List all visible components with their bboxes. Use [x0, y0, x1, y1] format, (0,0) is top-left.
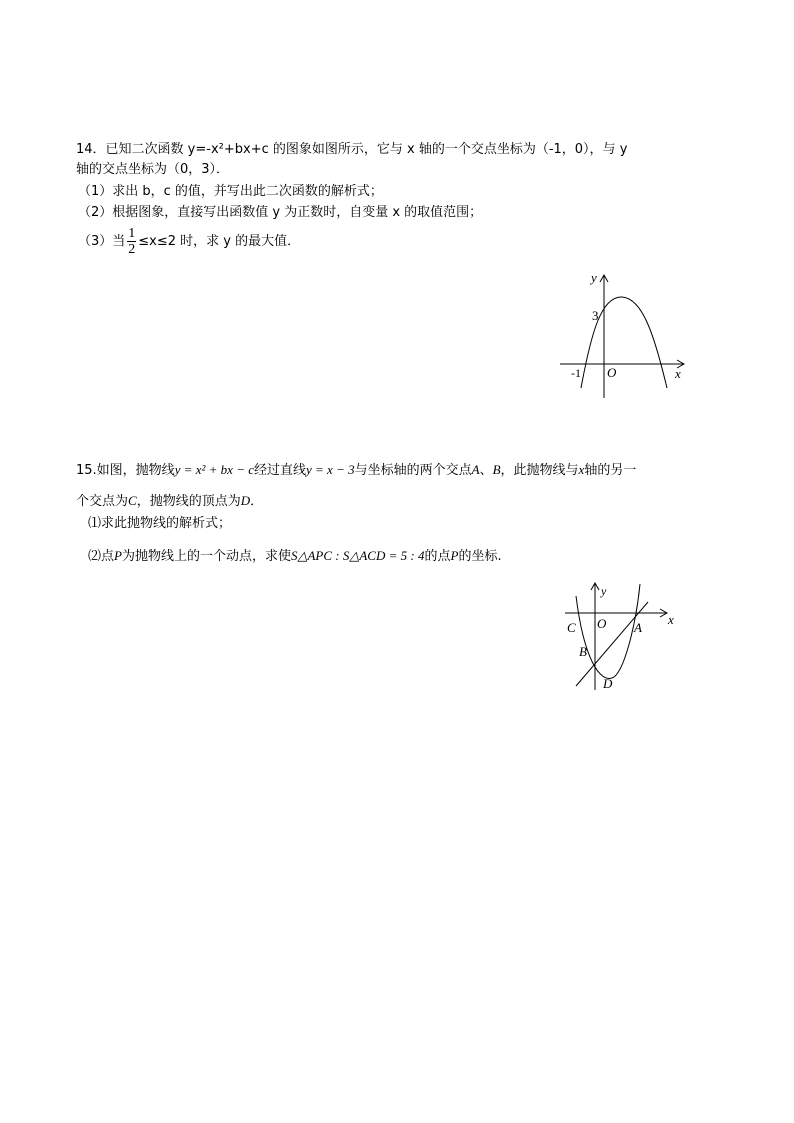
q15-graph: [560, 578, 690, 698]
q15-eq1: y = x² + bx − c: [174, 462, 254, 477]
q15-part2-P2: P: [450, 548, 459, 563]
q14-y-label: y: [591, 270, 597, 285]
q14-three-label: 3: [592, 308, 599, 323]
q15-A-label: A: [634, 620, 642, 635]
q14-part3-suffix: ≤x≤2 时，求 y 的最大值．: [138, 234, 301, 249]
q15-part2-a: ⑵点: [88, 549, 115, 564]
q14-part1: （1）求出 b，c 的值，并写出此二次函数的解析式；: [78, 184, 383, 199]
q14-neg1-label: -1: [571, 366, 581, 380]
q15-line2-c: ．: [250, 494, 264, 509]
q15-line1-a: 15.如图，抛物线: [76, 463, 175, 478]
q15-B-label: B: [579, 644, 587, 659]
q14-x-label: x: [675, 366, 681, 381]
q15-point-C: C: [128, 493, 137, 508]
q15-line2: [76, 493, 263, 510]
q15-part2-b: 为抛物线上的一个动点，求使: [121, 549, 291, 564]
q14-part2: （2）根据图象，直接写出函数值 y 为正数时，自变量 x 的取值范围；: [78, 205, 483, 220]
q15-part2: [88, 548, 502, 565]
q14-line1: 14．已知二次函数 y=-x²+bx+c 的图象如图所示，它与 x 轴的一个交点坐标为（-1，0），与 y: [76, 142, 628, 157]
q15-part2-P: P: [114, 548, 122, 563]
q15-point-A: A: [471, 462, 480, 477]
q14-part3: [78, 226, 300, 258]
q15-part2-d: 的坐标.: [458, 549, 502, 564]
q15-line1-b: 经过直线: [253, 463, 306, 478]
q14-graph: [555, 268, 695, 408]
q15-eq2: y = x − 3: [306, 462, 355, 477]
q15-point-D: D: [240, 493, 251, 508]
q15-x-var: x: [578, 462, 585, 477]
q14-part3-prefix: （3）当: [78, 234, 126, 249]
q15-parabola: [576, 584, 640, 678]
q15-line1-c: 与坐标轴的两个交点: [354, 463, 472, 478]
q14-fraction-num: 1: [128, 226, 136, 241]
q15-line1-d: ，此抛物线与: [500, 463, 579, 478]
q14-fraction: [127, 226, 136, 257]
q15-sep: 、: [479, 463, 493, 478]
q15-D-label: D: [603, 676, 613, 691]
q15-part2-c: 的点: [424, 549, 451, 564]
q14-line2: 轴的交点坐标为（0，3）．: [76, 162, 230, 177]
q15-line2-a: 个交点为: [76, 494, 129, 509]
q15-C-label: C: [567, 620, 576, 635]
q14-fraction-den: 2: [128, 242, 136, 257]
q15-part1: ⑴求此抛物线的解析式；: [88, 516, 232, 531]
q15-O-label: O: [597, 616, 607, 631]
q15-line2-b: ，抛物线的顶点为: [136, 494, 241, 509]
q15-point-B: B: [492, 462, 501, 477]
q15-x-label: x: [668, 612, 674, 627]
q14-origin-label: O: [607, 365, 617, 380]
q15-y-label: y: [601, 584, 607, 598]
q15-ratio: S△APC : S△ACD = 5 : 4: [290, 548, 425, 563]
q15-line1-e: 轴的另一: [584, 463, 637, 478]
q15-line1: [76, 462, 636, 479]
